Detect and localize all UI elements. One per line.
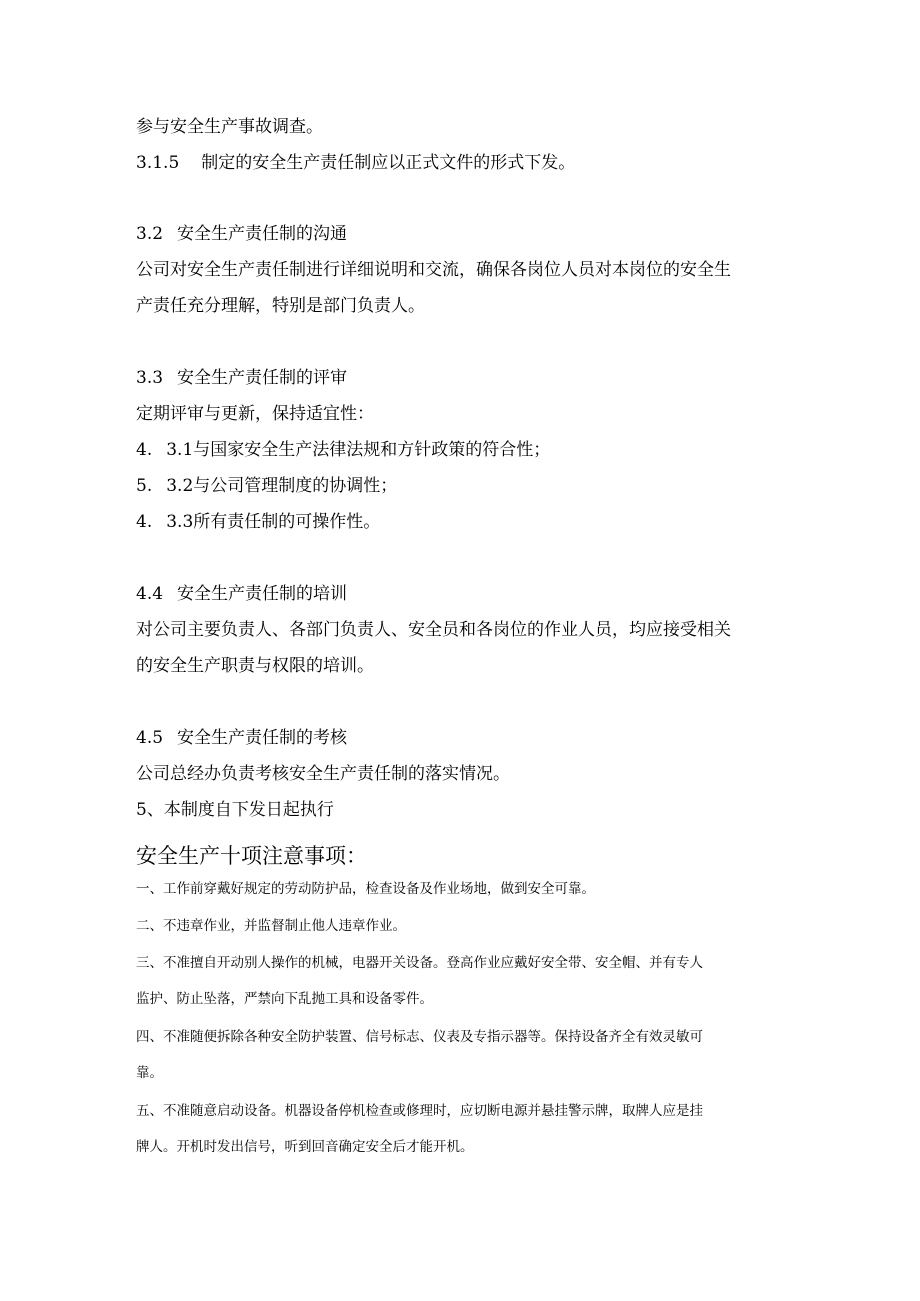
precaution-line: 五、不准随意启动设备。机器设备停机检查或修理时，应切断电源并悬挂警示牌，取牌人应是挂 [136,1103,703,1119]
precaution-line: 三、不准擅自开动别人操作的机械，电器开关设备。登高作业应戴好安全带、安全帽、并有专人 [136,955,703,971]
section-number: 4.4 [136,584,164,604]
list-sub-number: 3.3 [166,512,194,532]
list-item [136,511,380,533]
list-text: 与国家安全生产法律法规和方针政策的符合性； [193,440,551,460]
section-title: 安全生产责任制的沟通 [177,224,348,244]
section-heading-4-5 [136,727,347,749]
clause-3-1-5 [136,152,575,174]
precaution-line: 监护、防止坠落，严禁向下乱抛工具和设备零件。 [136,991,433,1007]
list-item [136,439,550,461]
section-4-4-body-line-1: 对公司主要负责人、各部门负责人、安全员和各岗位的作业人员，均应接受相关 [136,620,731,640]
list-sub-number: 3.1 [166,440,194,460]
ten-precautions-title: 安全生产十项注意事项： [136,844,367,868]
section-heading-4-4 [136,583,347,605]
list-number: 4. [136,440,153,460]
precaution-line: 二、不违章作业，并监督制止他人违章作业。 [136,918,406,934]
precaution-line: 牌人。开机时发出信号，听到回音确定安全后才能开机。 [136,1139,474,1155]
list-text: 与公司管理制度的协调性； [193,476,398,496]
section-number: 4.5 [136,728,164,748]
precaution-line: 一、工作前穿戴好规定的劳动防护品，检查设备及作业场地，做到安全可靠。 [136,881,595,897]
section-heading-3-2 [136,223,347,245]
clause-number: 3.1.5 [136,153,180,173]
section-4-4-body-line-2: 的安全生产职责与权限的培训。 [136,656,374,676]
clause-text: 制定的安全生产责任制应以正式文件的形式下发。 [201,153,576,173]
section-title: 安全生产责任制的考核 [177,728,348,748]
section-5-effective: 5、本制度自下发日起执行 [136,800,334,820]
section-title: 安全生产责任制的评审 [177,368,348,388]
paragraph-continuation: 参与安全生产事故调查。 [136,117,323,137]
section-4-5-body: 公司总经办负责考核安全生产责任制的落实情况。 [136,764,510,784]
section-number: 3.2 [136,224,164,244]
list-item [136,475,397,497]
section-number: 3.3 [136,368,164,388]
list-number: 4. [136,512,153,532]
section-heading-3-3 [136,367,347,389]
list-text: 所有责任制的可操作性。 [193,512,381,532]
section-3-3-intro: 定期评审与更新，保持适宜性： [136,404,374,424]
section-title: 安全生产责任制的培训 [177,584,348,604]
precaution-line: 四、不准随便拆除各种安全防护装置、信号标志、仪表及专指示器等。保持设备齐全有效灵敏可 [136,1029,703,1045]
list-sub-number: 3.2 [166,476,194,496]
list-number: 5. [136,476,153,496]
section-3-2-body-line-1: 公司对安全生产责任制进行详细说明和交流，确保各岗位人员对本岗位的安全生 [136,260,731,280]
section-3-2-body-line-2: 产责任充分理解，特别是部门负责人。 [136,296,425,316]
precaution-line: 靠。 [136,1065,163,1081]
